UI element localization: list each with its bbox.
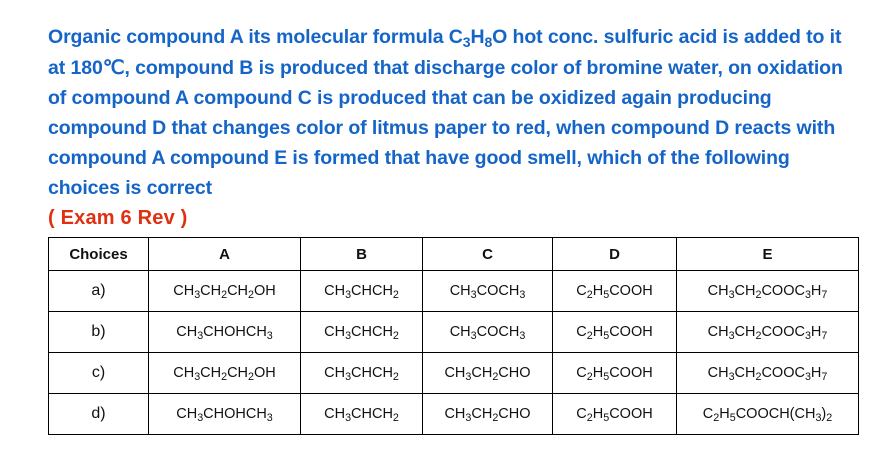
formula-cell: $CH_3CHCH_2$: [301, 312, 423, 353]
column-header-e: E: [677, 238, 859, 271]
column-header-d: D: [553, 238, 677, 271]
question-text: Organic compound A its molecular formula $C_3H_8O$ hot conc. sulfuric acid is added to it at 180℃, compound B is produced that discharge color of bromine water, on oxidation of compound A compound C is produced that can be oxidized again producing compound D that changes color of litmus paper to red, when compound D reacts with compound A compound E is formed that have good smell, which of the following choices is correct: [48, 26, 843, 199]
formula-cell: $C_2H_5COOH$: [553, 353, 677, 394]
formula-cell: $CH_3CH_2CH_2OH$: [149, 271, 301, 312]
formula-cell: $C_2H_5COOH$: [553, 312, 677, 353]
table-row[interactable]: [49, 353, 859, 394]
formula-cell: $CH_3CHCH_2$: [301, 394, 423, 435]
formula-cell: $CH_3CH_2COOC_3H_7$: [677, 312, 859, 353]
choice-label: a): [49, 271, 149, 312]
formula-cell: $C_2H_5COOH$: [553, 394, 677, 435]
formula-cell: $CH_3CH_2CHO$: [423, 394, 553, 435]
formula-cell: $CH_3CH_2CH_2OH$: [149, 353, 301, 394]
choices-table: [48, 237, 859, 435]
choice-label: c): [49, 353, 149, 394]
table-header-row: [49, 238, 859, 271]
table-row[interactable]: [49, 394, 859, 435]
column-header-choices: Choices: [49, 238, 149, 271]
formula-cell: $CH_3CH_2COOC_3H_7$: [677, 271, 859, 312]
formula-cell: $CH_3CHCH_2$: [301, 353, 423, 394]
choices-table-body: [49, 271, 859, 435]
table-row[interactable]: [49, 271, 859, 312]
column-header-c: C: [423, 238, 553, 271]
formula-cell: $CH_3CH_2COOC_3H_7$: [677, 353, 859, 394]
formula-cell: $CH_3COCH_3$: [423, 312, 553, 353]
formula-cell: $CH_3CHCH_2$: [301, 271, 423, 312]
formula-cell: $C_2H_5COOH$: [553, 271, 677, 312]
formula-cell: $CH_3CH_2CHO$: [423, 353, 553, 394]
formula-cell: $CH_3COCH_3$: [423, 271, 553, 312]
exam-reference-label: ( Exam 6 Rev ): [48, 207, 188, 229]
formula-cell: $CH_3CHOHCH_3$: [149, 394, 301, 435]
table-row[interactable]: [49, 312, 859, 353]
column-header-a: A: [149, 238, 301, 271]
column-header-b: B: [301, 238, 423, 271]
choice-label: d): [49, 394, 149, 435]
formula-cell: $CH_3CHOHCH_3$: [149, 312, 301, 353]
formula-cell: $C_2H_5COOCH(CH_3)_2$: [677, 394, 859, 435]
choice-label: b): [49, 312, 149, 353]
